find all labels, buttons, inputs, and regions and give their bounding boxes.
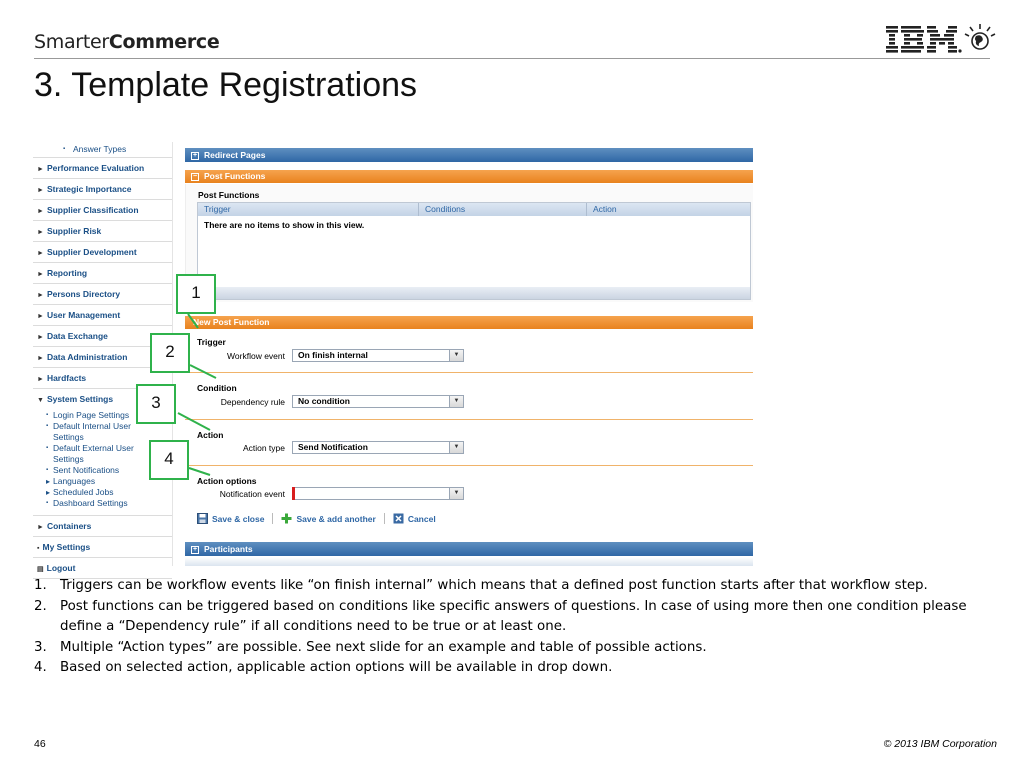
column-header-conditions[interactable]: Conditions — [419, 203, 587, 216]
workflow-event-select[interactable] — [292, 349, 464, 362]
callout-4: 4 — [149, 440, 189, 480]
slide-title: 3. Template Registrations — [34, 66, 418, 104]
note-number: 4. — [34, 660, 47, 675]
new-post-function-label: New Post Function — [193, 317, 270, 327]
post-functions-grid — [197, 202, 751, 300]
sidebar-item-performance-evaluation[interactable] — [33, 158, 172, 179]
sidebar-item-label: Containers — [46, 521, 92, 531]
sidebar-item-containers[interactable] — [33, 516, 172, 537]
chevron-right-icon: ► — [37, 292, 44, 299]
sidebar-item-label: Data Administration — [46, 352, 128, 362]
page-number: 46 — [34, 738, 46, 750]
empty-grid-message: There are no items to show in this view. — [204, 220, 365, 230]
note-text: Triggers can be workflow events like “on finish internal” which means that a defined post function starts after that workflow step. — [60, 578, 928, 593]
save-close-button[interactable] — [197, 513, 264, 524]
chevron-right-icon: ► — [37, 334, 44, 341]
sidebar-item-label: Supplier Development — [46, 247, 137, 257]
copyright-notice: © 2013 IBM Corporation — [883, 738, 997, 750]
note-number: 3. — [34, 639, 47, 655]
collapse-icon: − — [192, 172, 198, 180]
sidebar-item-supplier-classification[interactable] — [33, 200, 172, 221]
grid-header — [198, 203, 750, 216]
workflow-event-value: On finish internal — [298, 350, 368, 360]
sidebar-subitem-dashboard-settings[interactable]: ▪ Dashboard Settings — [33, 498, 172, 509]
sidebar-item-label: Supplier Risk — [46, 226, 102, 236]
chevron-right-icon: ► — [37, 313, 44, 320]
section-divider — [185, 419, 753, 420]
save-add-another-label: Save & add another — [296, 513, 376, 524]
sidebar-item-label: My Settings — [42, 542, 91, 552]
sidebar-item-label: Persons Directory — [46, 289, 121, 299]
cancel-button[interactable] — [393, 513, 436, 524]
plus-icon — [281, 513, 292, 524]
sidebar-subitem-languages[interactable]: ▸ Languages — [33, 476, 172, 487]
dropdown-arrow-icon[interactable]: ▼ — [449, 396, 463, 407]
condition-section-title: Condition — [197, 383, 237, 393]
callout-2: 2 — [150, 333, 190, 373]
floppy-disk-icon — [197, 513, 208, 524]
post-functions-title: Post Functions — [198, 190, 260, 200]
dependency-rule-select[interactable] — [292, 395, 464, 408]
sidebar-item-supplier-development[interactable] — [33, 242, 172, 263]
brand-commerce: Commerce — [108, 31, 220, 53]
header-divider — [34, 58, 990, 59]
sidebar-item-label: Logout — [46, 563, 76, 573]
redirect-pages-label: Redirect Pages — [204, 150, 266, 160]
chevron-right-icon: ► — [37, 229, 44, 236]
chevron-right-icon: ► — [37, 524, 44, 531]
participants-label: Participants — [204, 544, 253, 554]
dependency-rule-label: Dependency rule — [220, 397, 285, 407]
form-actions — [197, 513, 444, 524]
sidebar-item-label: Supplier Classification — [46, 205, 139, 215]
sidebar-item-label: Performance Evaluation — [46, 163, 145, 173]
trigger-section-title: Trigger — [197, 337, 226, 347]
expand-icon: + — [192, 151, 198, 159]
sidebar-item-user-management[interactable] — [33, 305, 172, 326]
new-post-function-header[interactable] — [185, 316, 753, 329]
sidebar-item-label: Hardfacts — [46, 373, 87, 383]
note-text: Based on selected action, applicable action options will be available in drop down. — [60, 660, 613, 675]
note-item — [34, 638, 974, 659]
action-type-label: Action type — [242, 443, 285, 453]
sidebar-item-persons-directory[interactable] — [33, 284, 172, 305]
callout-3: 3 — [136, 384, 176, 424]
sidebar-subitem-default-internal-user-settings[interactable]: ▪ Default Internal User Settings — [33, 421, 151, 443]
dependency-rule-value: No condition — [298, 396, 350, 406]
note-text: Multiple “Action types” are possible. See next slide for an example and table of possible actions. — [60, 639, 707, 655]
cancel-label: Cancel — [407, 513, 436, 524]
action-type-select[interactable] — [292, 441, 464, 454]
save-close-label: Save & close — [212, 513, 265, 524]
button-separator — [272, 513, 273, 524]
ibm-logo — [886, 22, 994, 54]
grid-footer — [198, 287, 750, 299]
column-header-action[interactable]: Action — [593, 204, 617, 214]
chevron-right-icon: ► — [37, 250, 44, 257]
brand-wordmark — [34, 31, 219, 54]
chevron-right-icon: ► — [37, 208, 44, 215]
action-type-value: Send Notification — [298, 442, 368, 452]
note-item — [34, 576, 974, 597]
sidebar-subitem-scheduled-jobs[interactable]: ▸ Scheduled Jobs — [33, 487, 172, 498]
section-divider — [185, 372, 753, 373]
notes-list — [34, 576, 974, 679]
redirect-pages-header[interactable] — [185, 148, 753, 162]
bullet-icon: ▪ — [37, 545, 40, 552]
save-add-another-button[interactable] — [281, 513, 375, 524]
dropdown-arrow-icon[interactable]: ▼ — [449, 350, 463, 361]
sidebar-item-reporting[interactable] — [33, 263, 172, 284]
sidebar-item-supplier-risk[interactable] — [33, 221, 172, 242]
post-functions-panel — [185, 184, 753, 302]
brand-smarter: Smarter — [34, 31, 109, 53]
participants-header[interactable] — [185, 542, 753, 556]
dropdown-arrow-icon[interactable]: ▼ — [449, 442, 463, 453]
sidebar-item-label: Strategic Importance — [46, 184, 132, 194]
sidebar-item-strategic-importance[interactable] — [33, 179, 172, 200]
sidebar-item-label: Data Exchange — [46, 331, 108, 341]
dropdown-arrow-icon[interactable]: ▼ — [449, 488, 463, 499]
chevron-right-icon: ► — [37, 355, 44, 362]
sidebar-subitem-login-page-settings[interactable]: ▪ Login Page Settings — [33, 410, 172, 421]
sidebar-subitem-default-external-user-settings[interactable]: ▪ Default External User Settings — [33, 443, 151, 465]
chevron-right-icon: ► — [37, 376, 44, 383]
sidebar-item-label: System Settings — [46, 394, 114, 404]
new-post-function-form — [185, 329, 753, 535]
notification-event-select[interactable] — [292, 487, 464, 500]
sidebar-subitem-sent-notifications[interactable]: ▪ Sent Notifications — [33, 465, 172, 476]
sidebar-item-answer-types[interactable]: ▪ Answer Types — [33, 142, 172, 158]
chevron-right-icon: ► — [37, 187, 44, 194]
post-functions-header[interactable] — [185, 170, 753, 183]
participants-panel-edge — [185, 557, 753, 566]
sidebar-item-my-settings[interactable] — [33, 537, 172, 558]
workflow-event-label: Workflow event — [227, 351, 285, 361]
notification-event-label: Notification event — [219, 489, 285, 499]
callout-1: 1 — [176, 274, 216, 314]
chevron-right-icon: ► — [37, 166, 44, 173]
note-number: 2. — [34, 598, 47, 614]
section-divider — [185, 465, 753, 466]
chevron-down-icon: ▼ — [37, 397, 44, 404]
note-text: Post functions can be triggered based on conditions like specific answers of questions. In case of using more then one condition please define a “Dependency rule” if all conditions need to be true or at least one. — [60, 598, 967, 634]
chevron-right-icon: ► — [37, 271, 44, 278]
sidebar-item-label: Reporting — [46, 268, 88, 278]
note-item — [34, 658, 974, 679]
post-functions-header-label: Post Functions — [204, 171, 266, 181]
note-item — [34, 597, 974, 638]
button-separator — [384, 513, 385, 524]
cancel-icon — [393, 513, 404, 524]
expand-icon: + — [192, 545, 198, 553]
column-header-trigger[interactable]: Trigger — [198, 203, 419, 216]
action-options-section-title: Action options — [197, 476, 257, 486]
note-number: 1. — [34, 578, 47, 593]
logout-icon: ▤ — [37, 566, 44, 573]
sidebar-item-label: User Management — [46, 310, 121, 320]
action-section-title: Action — [197, 430, 224, 440]
